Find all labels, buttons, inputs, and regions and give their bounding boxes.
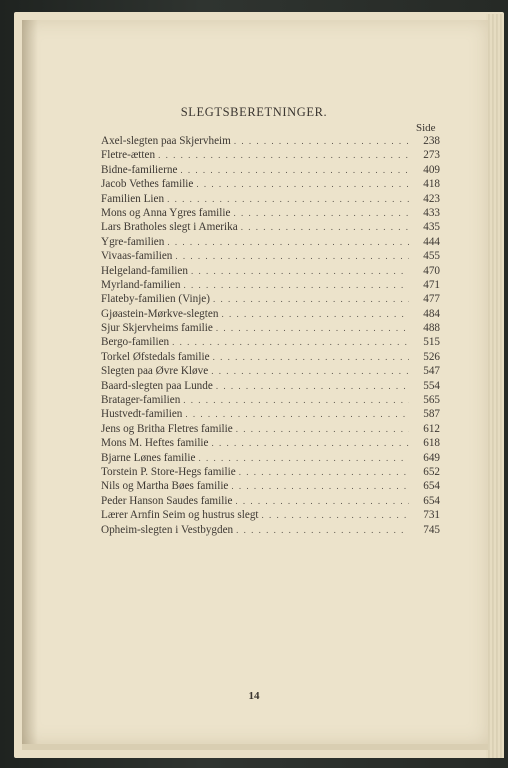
- toc-entry: [101, 293, 440, 307]
- toc-entry-title: Torkel Øfstedals familie: [101, 350, 210, 363]
- toc-entry-page: 470: [423, 264, 440, 277]
- toc-entry-title: Mons og Anna Ygres familie: [101, 206, 231, 219]
- leader-dots: [216, 381, 409, 391]
- toc-entry-title: Helgeland-familien: [101, 264, 188, 277]
- leader-dots: [198, 453, 409, 463]
- toc-entry: [101, 149, 440, 163]
- toc-entry-page: 745: [423, 523, 440, 536]
- leader-dots: [236, 525, 409, 535]
- toc-entry: [101, 250, 440, 264]
- leader-dots: [262, 510, 409, 520]
- toc-entry: [101, 466, 440, 480]
- page-gutter-shadow: [22, 20, 38, 744]
- toc-entry: [101, 236, 440, 250]
- toc-entry: [101, 408, 440, 422]
- leader-dots: [213, 352, 409, 362]
- leader-dots: [233, 208, 409, 218]
- toc-entry-title: Vivaas-familien: [101, 250, 173, 263]
- leader-dots: [196, 179, 409, 189]
- toc-entry-title: Gjøastein-Mørkve-slegten: [101, 307, 219, 320]
- toc-entry-title: Torstein P. Store-Hegs familie: [101, 465, 236, 478]
- leader-dots: [191, 266, 409, 276]
- toc-entry: [101, 365, 440, 379]
- section-heading: SLEGTSBERETNINGER.: [180, 105, 328, 119]
- leader-dots: [175, 251, 409, 261]
- toc-entry-page: 444: [423, 235, 440, 248]
- toc-entry: [101, 394, 440, 408]
- page-column-label: Side: [416, 122, 436, 134]
- toc-entry-page: 565: [423, 394, 440, 407]
- leader-dots: [221, 309, 409, 319]
- toc-entry-page: 654: [423, 494, 440, 507]
- leader-dots: [172, 337, 409, 347]
- toc-entry-title: Myrland-familien: [101, 278, 181, 291]
- toc-entry: [101, 524, 440, 538]
- toc-entry-page: 526: [423, 350, 440, 363]
- toc-entry-title: Jens og Britha Fletres familie: [101, 422, 233, 435]
- leader-dots: [241, 222, 409, 232]
- toc-entry-title: Fletre-ætten: [101, 149, 156, 162]
- leader-dots: [213, 294, 409, 304]
- toc-entry-title: Lars Bratholes slegt i Amerika: [101, 221, 238, 234]
- leader-dots: [180, 165, 409, 175]
- toc-entry-page: 654: [423, 480, 440, 493]
- toc-entry: [101, 437, 440, 451]
- leader-dots: [231, 481, 409, 491]
- toc-entry-title: Nils og Martha Bøes familie: [101, 480, 229, 493]
- toc-entry: [101, 221, 440, 235]
- toc-entry: [101, 279, 440, 293]
- toc-entry-title: Axel-slegten paa Skjervheim: [101, 135, 231, 147]
- toc-entry-title: Hustvedt-familien: [101, 408, 183, 421]
- toc-entry-page: 515: [423, 336, 440, 349]
- toc-entry-page: 423: [423, 192, 440, 205]
- toc-entry: [101, 164, 440, 178]
- leader-dots: [211, 366, 409, 376]
- toc-entry: [101, 207, 440, 221]
- toc-entry-page: 547: [423, 365, 440, 378]
- toc-entry-title: Flateby-familien (Vinje): [101, 293, 210, 306]
- toc-entry-page: 471: [423, 278, 440, 291]
- toc-entry: [101, 265, 440, 279]
- toc-entry-page: 618: [423, 437, 440, 450]
- toc-entry-title: Sjur Skjervheims familie: [101, 322, 213, 335]
- leader-dots: [158, 150, 409, 160]
- toc-entry-title: Bratager-familien: [101, 394, 181, 407]
- toc-entry-title: Baard-slegten paa Lunde: [101, 379, 213, 392]
- toc-entry-page: 455: [423, 250, 440, 263]
- leader-dots: [234, 136, 409, 146]
- toc-entry: [101, 423, 440, 437]
- toc-entry-page: 273: [423, 149, 440, 162]
- table-of-contents: [101, 135, 440, 538]
- leader-dots: [239, 467, 409, 477]
- toc-entry-title: Peder Hanson Saudes familie: [101, 494, 233, 507]
- toc-entry: [101, 351, 440, 365]
- toc-entry: [101, 495, 440, 509]
- page-bottom-edge: [22, 744, 488, 750]
- leader-dots: [167, 194, 409, 204]
- toc-entry-page: 649: [423, 451, 440, 464]
- toc-entry: [101, 322, 440, 336]
- page-number: 14: [248, 690, 260, 702]
- toc-entry-page: 418: [423, 178, 440, 191]
- toc-entry-title: Familien Lien: [101, 192, 165, 205]
- leader-dots: [216, 323, 409, 333]
- toc-entry-page: 409: [423, 163, 440, 176]
- toc-entry-page: 554: [423, 379, 440, 392]
- toc-entry-page: 652: [423, 465, 440, 478]
- toc-entry-title: Mons M. Heftes familie: [101, 437, 209, 450]
- toc-entry: [101, 380, 440, 394]
- toc-entry-title: Bjarne Lønes familie: [101, 451, 196, 464]
- toc-entry: [101, 308, 440, 322]
- toc-entry-title: Bergo-familien: [101, 336, 170, 349]
- toc-entry-page: 731: [423, 509, 440, 522]
- toc-entry-title: Ygre-familien: [101, 235, 165, 248]
- leader-dots: [236, 424, 409, 434]
- toc-entry-page: 488: [423, 322, 440, 335]
- toc-entry: [101, 178, 440, 192]
- leader-dots: [183, 395, 409, 405]
- toc-entry-title: Slegten paa Øvre Kløve: [101, 365, 209, 378]
- leader-dots: [185, 409, 409, 419]
- toc-entry-page: 484: [423, 307, 440, 320]
- toc-entry-page: 435: [423, 221, 440, 234]
- page-edges: [486, 14, 504, 758]
- leader-dots: [235, 496, 409, 506]
- toc-entry: [101, 509, 440, 523]
- toc-entry: [101, 193, 440, 207]
- toc-entry-page: 433: [423, 206, 440, 219]
- toc-entry: [101, 135, 440, 149]
- leader-dots: [212, 438, 409, 448]
- leader-dots: [167, 237, 409, 247]
- toc-entry-page: 238: [423, 135, 440, 147]
- toc-entry-title: Lærer Arnfin Seim og hustrus slegt: [101, 509, 259, 522]
- toc-entry: [101, 336, 440, 350]
- toc-entry-title: Bidne-familierne: [101, 163, 178, 176]
- toc-entry-title: Opheim-slegten i Vestbygden: [101, 523, 234, 536]
- toc-entry-page: 587: [423, 408, 440, 421]
- toc-entry: [101, 452, 440, 466]
- toc-entry-page: 477: [423, 293, 440, 306]
- toc-entry-title: Jacob Vethes familie: [101, 178, 194, 191]
- leader-dots: [184, 280, 409, 290]
- toc-entry: [101, 480, 440, 494]
- toc-entry-page: 612: [423, 422, 440, 435]
